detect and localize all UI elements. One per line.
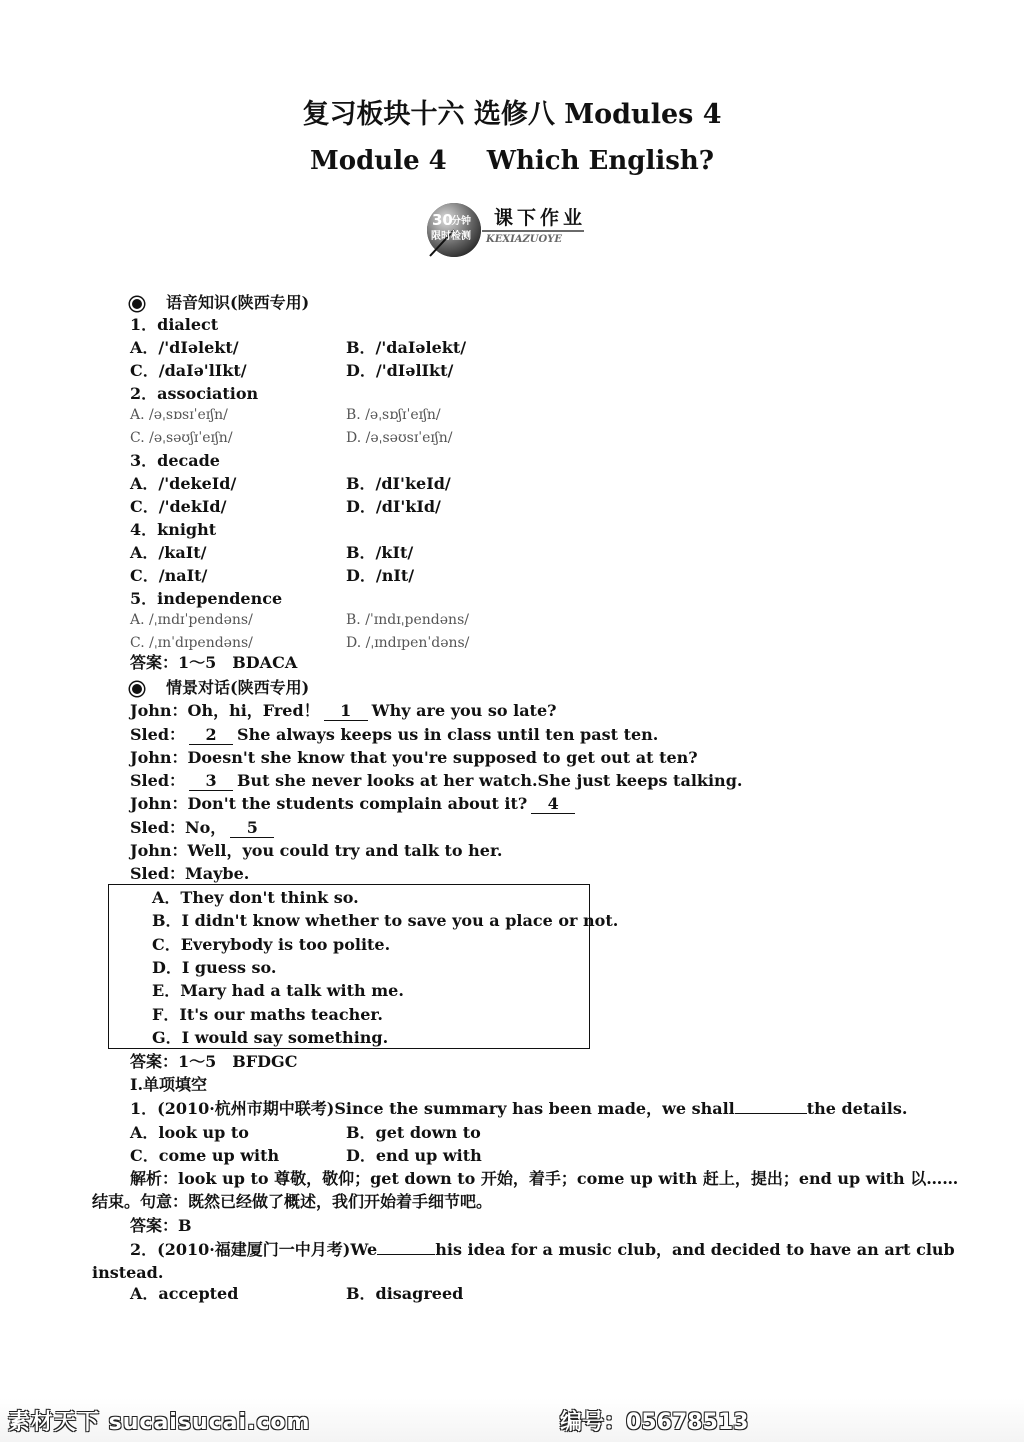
- dialogue-blank: 4: [531, 795, 575, 814]
- module-label: Module 4: [310, 146, 447, 176]
- dialogue-line: John：Well，you could try and talk to her.: [130, 841, 503, 860]
- q1-analysis-line1: 解析：look up to 尊敬，敬仰；get down to 开始，着手；come up with 赶上，提出；end up with 以……: [130, 1169, 959, 1188]
- phonetics-line-right: D．/nIt/: [346, 566, 415, 585]
- q1-option-b: B．get down to: [346, 1123, 481, 1142]
- badge-unit: 分钟: [451, 216, 471, 227]
- phonetics-line-left: A．/'dekeId/: [130, 474, 237, 493]
- page-title: 复习板块十六 选修八 Modules 4: [302, 99, 722, 130]
- phonetics-line-right: D. /əˌsəʊsɪˈeɪʃn/: [346, 430, 453, 446]
- dialogue-option: C．Everybody is too polite.: [152, 934, 391, 954]
- badge-title: 课下作业: [494, 207, 587, 229]
- q1-option-d: D．end up with: [346, 1146, 482, 1165]
- dialogue-line: John：Oh，hi，Fred！ 1 Why are you so late?: [130, 701, 557, 720]
- dialogue-answer: 答案：1～5 BFDGC: [130, 1052, 298, 1071]
- bullet-icon: [130, 297, 144, 311]
- q2-stem-cont: instead.: [92, 1263, 164, 1282]
- dialogue-line: Sled： 3 But she never looks at her watch.She just keeps talking.: [130, 771, 743, 790]
- phonetics-line-left: C．/naIt/: [130, 566, 208, 585]
- phonetics-line-right: B．/dI'keId/: [346, 474, 451, 493]
- phonetics-line-left: 5．independence: [130, 589, 283, 608]
- phonetics-line-right: B. /əˌsɒʃɪˈeɪʃn/: [346, 407, 441, 423]
- dialogue-line: Sled： 2 She always keeps us in class until ten past ten.: [130, 725, 659, 744]
- q1-blank: [735, 1097, 807, 1114]
- phonetics-line-right: D. /ˌɪndɪpenˈdəns/: [346, 635, 470, 651]
- q1-answer: 答案：B: [130, 1216, 192, 1235]
- badge-graphic: [424, 198, 594, 262]
- watermark-site: 素材天下 sucaisucai.com: [8, 1410, 311, 1435]
- bullet-icon: [130, 682, 144, 696]
- q2-blank: [377, 1238, 435, 1255]
- dialogue-option: F．It's our maths teacher.: [152, 1004, 383, 1024]
- module-title: [0, 146, 1024, 176]
- dialogue-option: B．I didn't know whether to save you a place or not.: [152, 911, 619, 931]
- phonetics-line-left: C. /əˌsəʊʃɪˈeɪʃn/: [130, 430, 233, 446]
- phonetics-line-right: B．/kIt/: [346, 543, 414, 562]
- phonetics-line-left: A. /əˌsɒsɪˈeɪʃn/: [130, 407, 228, 423]
- dialogue-line: John：Don't the students complain about it? 4: [130, 792, 579, 815]
- module-name: Which English?: [486, 146, 714, 176]
- dialogue-blank: 2: [189, 726, 233, 745]
- q1-stem: 1．(2010·杭州市期中联考)Since the summary has been made，we shall the details.: [130, 1099, 908, 1118]
- phonetics-line-left: A．/'dIəlekt/: [130, 338, 239, 357]
- dialogue-blank: 5: [230, 819, 274, 838]
- dialogue-line: John：Doesn't she know that you're supposed to get out at ten?: [130, 748, 698, 767]
- dialogue-option: G．I would say something.: [152, 1027, 389, 1047]
- q2-option-a: A．accepted: [130, 1284, 239, 1303]
- q1-analysis-line2: 结束。句意：既然已经做了概述，我们开始着手细节吧。: [92, 1192, 493, 1211]
- phonetics-line-left: 2．association: [130, 384, 259, 403]
- phonetics-line-right: B．/'daIəlekt/: [346, 338, 467, 357]
- phonetics-line-left: 4．knight: [130, 520, 217, 539]
- dialogue-blank: 3: [189, 772, 233, 791]
- dialogue-line: Sled：No， 5: [130, 816, 278, 839]
- phonetics-line-left: A. /ˌɪndɪˈpendəns/: [130, 612, 253, 628]
- badge-minutes: 30: [432, 211, 453, 229]
- q2-stem: 2．(2010·福建厦门一中月考)We his idea for a music club，and decided to have an art club: [130, 1240, 955, 1259]
- homework-badge: [424, 198, 594, 262]
- dialogue-option: A．They don't think so.: [152, 888, 359, 907]
- q1-option-c: C．come up with: [130, 1146, 280, 1165]
- dialogue-option: E．Mary had a talk with me.: [152, 981, 404, 1001]
- phonetics-line-left: C．/'dekId/: [130, 497, 227, 516]
- badge-pinyin: KEXIAZUOYE: [486, 234, 563, 245]
- phonetics-line-left: 3．decade: [130, 451, 220, 470]
- dialogue-heading: 情景对话(陕西专用): [130, 675, 309, 698]
- phonetics-answer: 答案：1～5 BDACA: [130, 653, 298, 672]
- dialogue-line: Sled：Maybe.: [130, 864, 250, 883]
- dialogue-blank: 1: [324, 702, 368, 721]
- phonetics-line-right: D．/'dIəlIkt/: [346, 361, 454, 380]
- phonetics-line-left: A．/kaIt/: [130, 543, 207, 562]
- dialogue-option: D．I guess so.: [152, 957, 277, 977]
- phonetics-line-right: D．/dI'kId/: [346, 497, 441, 516]
- q2-option-b: B．disagreed: [346, 1284, 464, 1303]
- phonetics-line-right: B. /ˈɪndɪˌpendəns/: [346, 612, 469, 628]
- phonetics-line-left: C. /ˌɪnˈdɪpendəns/: [130, 635, 253, 651]
- phonetics-line-left: 1．dialect: [130, 315, 219, 334]
- single-choice-heading: Ⅰ.单项填空: [130, 1075, 208, 1094]
- phonetics-heading: 语音知识(陕西专用): [130, 290, 309, 313]
- watermark-id: 编号：05678513: [560, 1410, 749, 1435]
- q1-option-a: A．look up to: [130, 1123, 249, 1142]
- phonetics-line-left: C．/daIə'lIkt/: [130, 361, 247, 380]
- badge-sub: 限时检测: [431, 231, 471, 242]
